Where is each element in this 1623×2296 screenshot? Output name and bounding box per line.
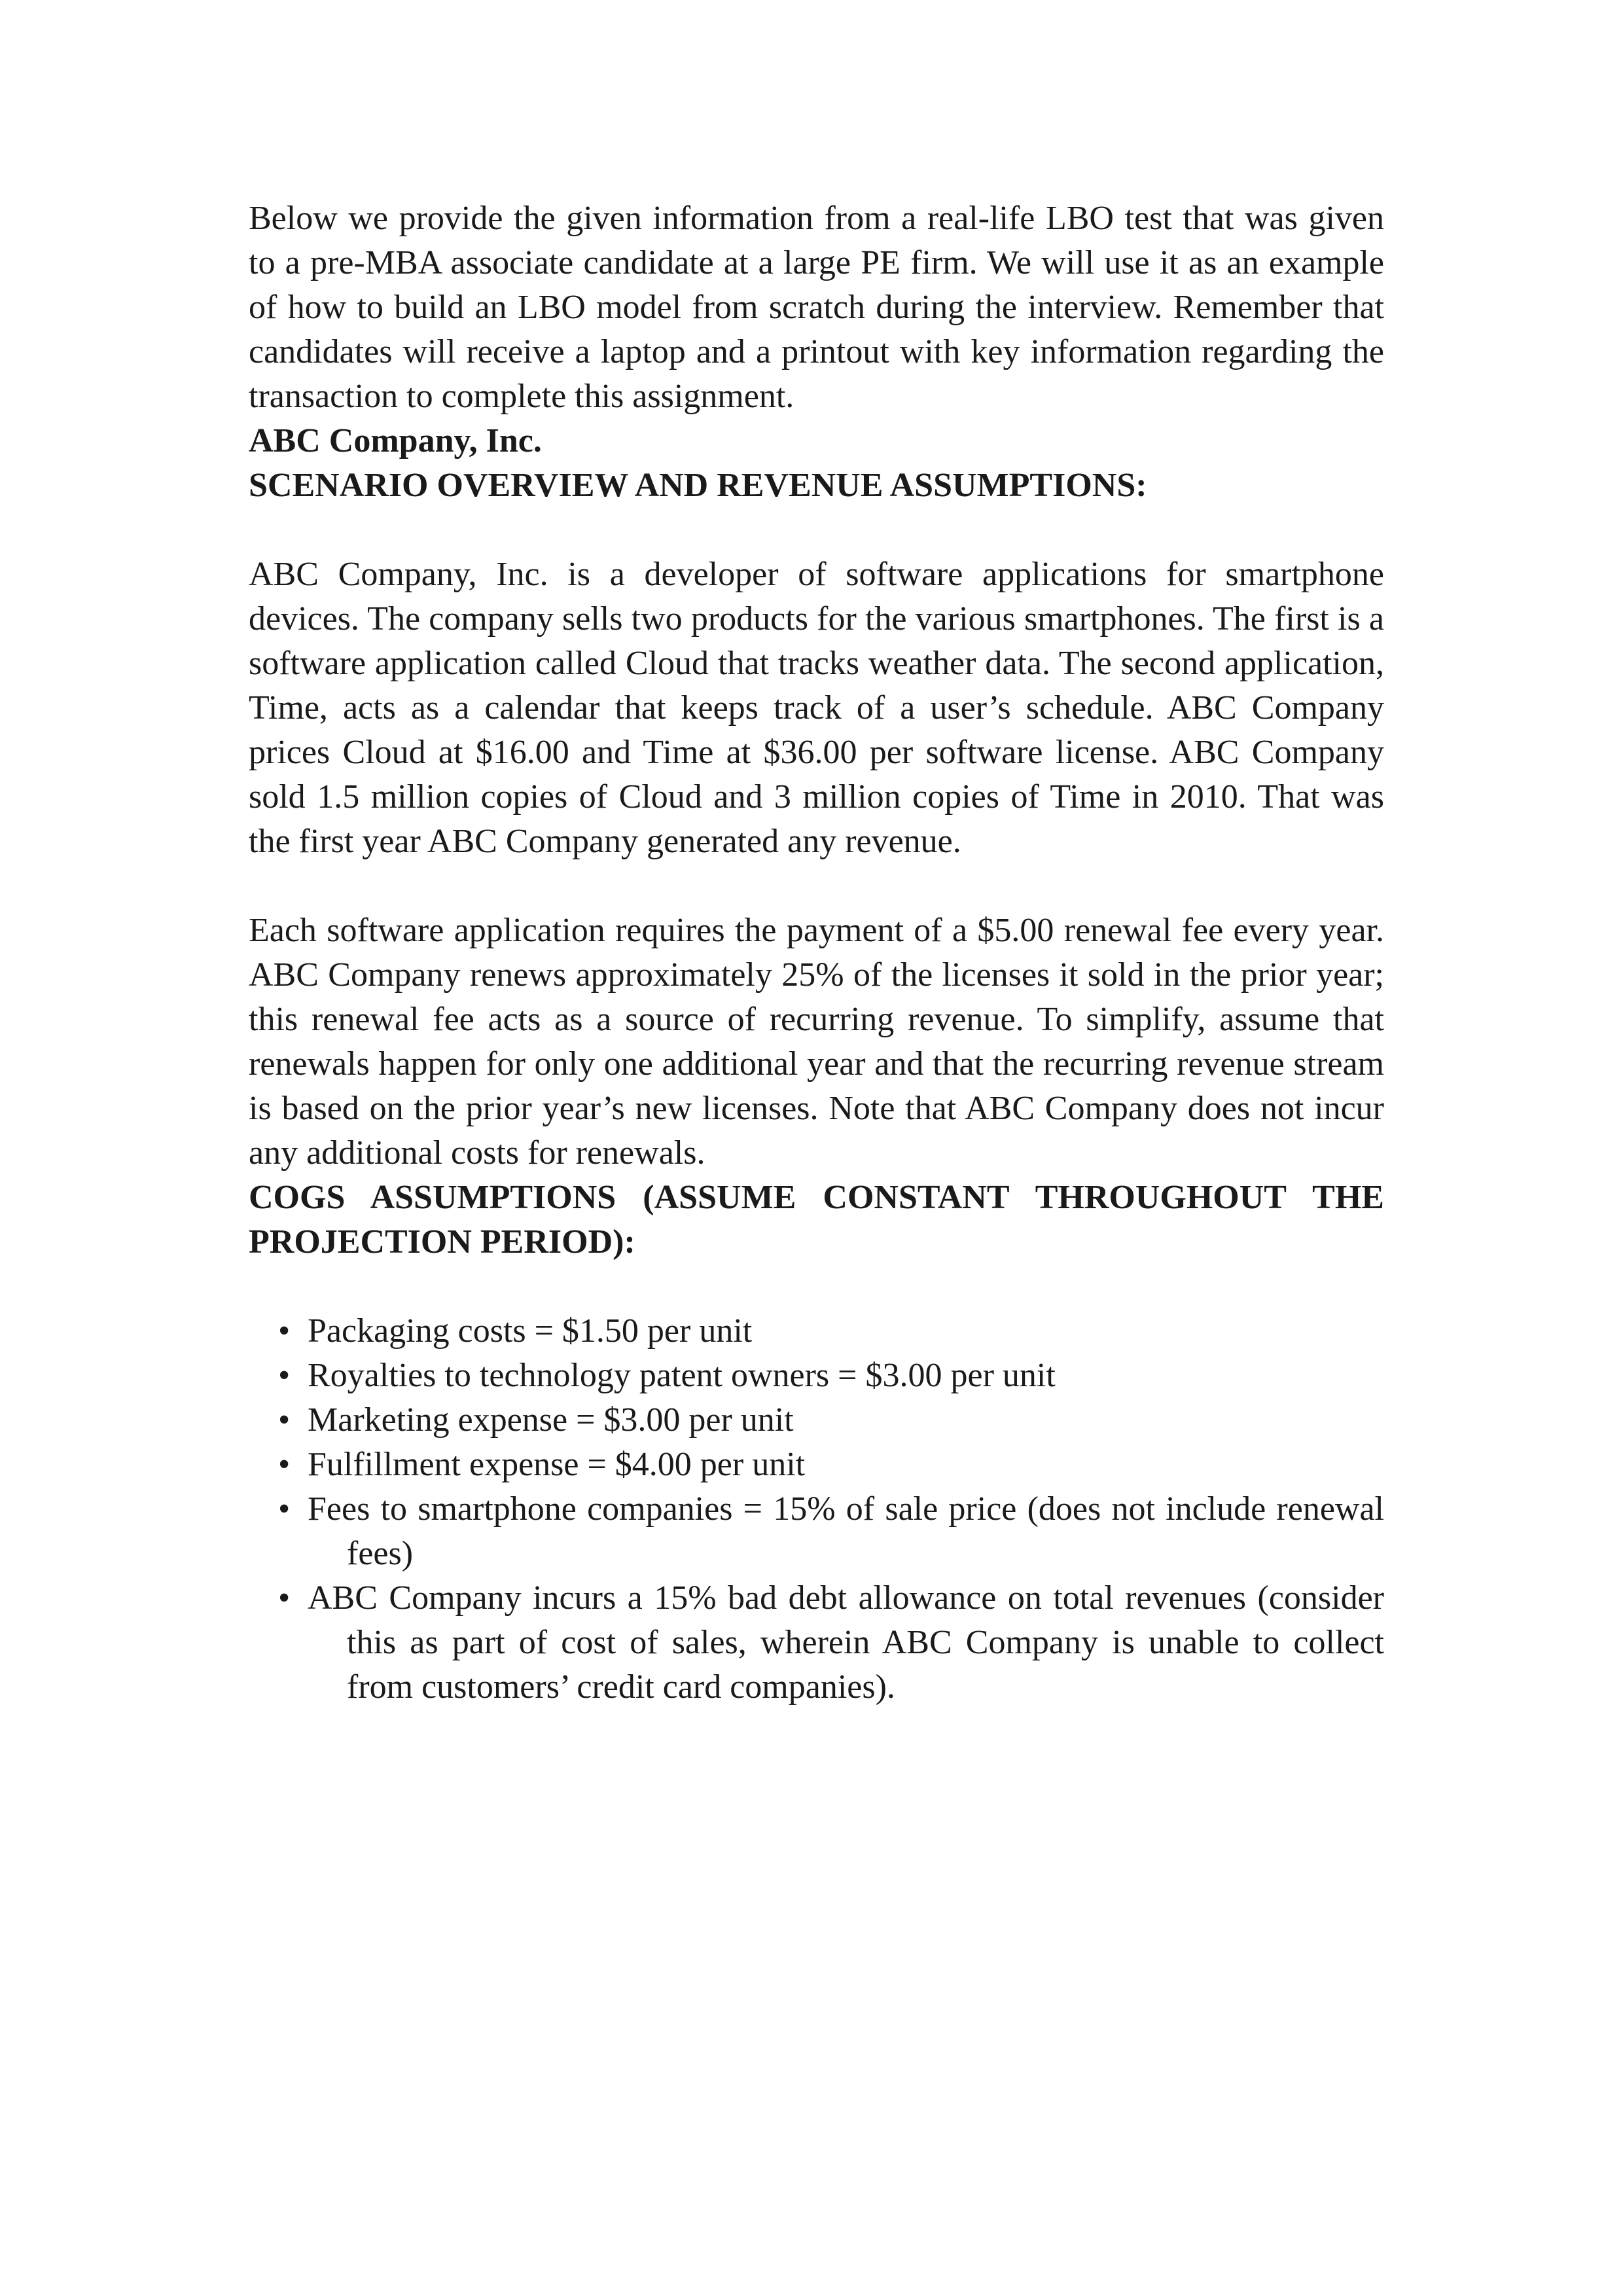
scenario-heading: SCENARIO OVERVIEW AND REVENUE ASSUMPTIONS: (249, 467, 1147, 504)
scenario-paragraph-1: ABC Company, Inc. is a developer of software applications for smartphone devices. The company sells two products for the various smartphones. The first is a software application called Cloud that tracks weather data. The second application, Time, acts as a calendar that keeps track of a user’s schedule. ABC Company prices Cloud at $16.00 and Time at $36.00 per software license. ABC Company sold 1.5 million copies of Cloud and 3 million copies of Time in 2010. That was the first year ABC Company generated any revenue. (249, 556, 1384, 860)
list-item: • Fees to smartphone companies = 15% of sale price (does not include renewal fees) (249, 1487, 1384, 1576)
bullet-icon: • (278, 1579, 291, 1617)
bullet-icon: • (278, 1490, 291, 1528)
list-item: • Packaging costs = $1.50 per unit (249, 1309, 1384, 1354)
company-title: ABC Company, Inc. (249, 422, 542, 459)
bullet-icon: • (278, 1312, 291, 1350)
bullet-icon: • (278, 1401, 291, 1439)
bullet-icon: • (278, 1357, 291, 1394)
scenario-paragraph-2: Each software application requires the payment of a $5.00 renewal fee every year. ABC Company renews approximately 25% of the licenses it sold in the prior year; this renewal fee acts as a source of recurring revenue. To simplify, assume that renewals happen for only one additional year and that the recurring revenue stream is based on the prior year’s new licenses. Note that ABC Company does not incur any additional costs for renewals. (249, 912, 1384, 1172)
intro-paragraph: Below we provide the given information from a real-life LBO test that was given to a pre-MBA associate candidate at a large PE firm. We will use it as an example of how to build an LBO model from scratch during the interview. Remember that candidates will receive a laptop and a printout with key information regarding the transaction to complete this assignment. (249, 200, 1384, 415)
list-item: • Marketing expense = $3.00 per unit (249, 1398, 1384, 1443)
cogs-heading: COGS ASSUMPTIONS (ASSUME CONSTANT THROUGHOUT THE PROJECTION PERIOD): (249, 1179, 1384, 1261)
cogs-list (249, 1309, 1384, 1710)
list-item: • ABC Company incurs a 15% bad debt allowance on total revenues (consider this as part of cost of sales, wherein ABC Company is unable to collect from customers’ credit card companies). (249, 1576, 1384, 1710)
list-item: • Fulfillment expense = $4.00 per unit (249, 1443, 1384, 1487)
bullet-icon: • (278, 1446, 291, 1483)
list-item: • Royalties to technology patent owners = $3.00 per unit (249, 1354, 1384, 1398)
document-page (249, 196, 1384, 1710)
